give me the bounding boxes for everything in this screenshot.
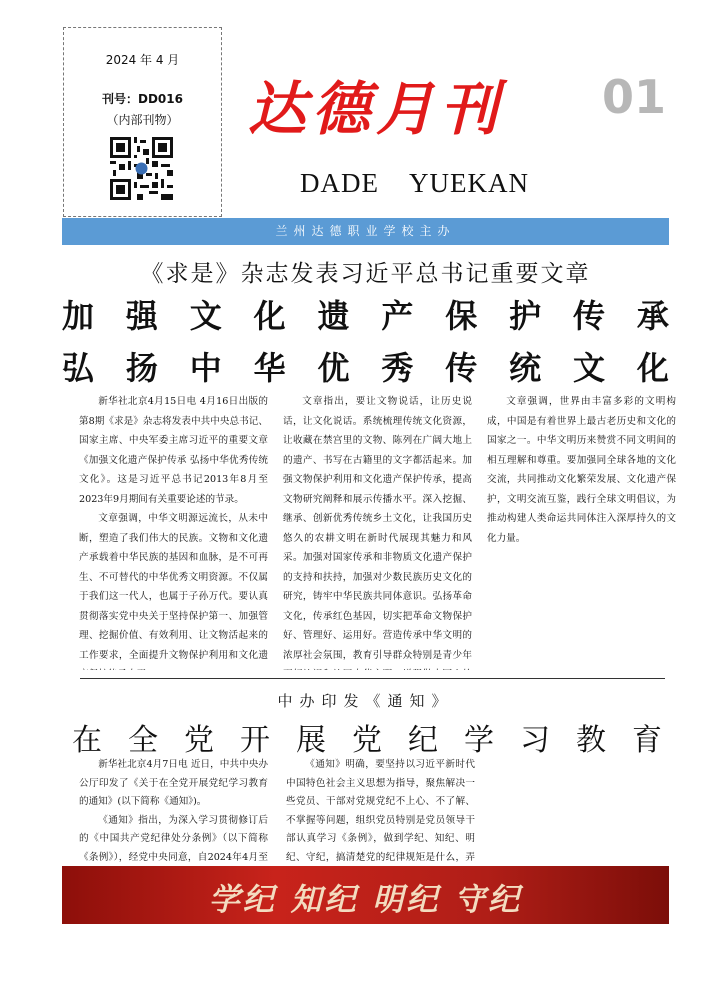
headline-char: 弘 xyxy=(62,349,95,387)
article2-column-2 xyxy=(286,756,475,864)
headline-char: 纪 xyxy=(408,723,438,758)
body-paragraph: 文章强调，世界由丰富多彩的文明构成，中国是有着世界上最古老历史和文化的国家之一。中华文明历来赞赏不同文明间的相互理解和尊重。要加强同全球各地的文化交流，共同推动文化繁荣发展、文化遗产保护，文明交流互鉴，践行全球文明倡议，为推动构建人类命运共同体注入深厚持久的文化力量。 xyxy=(487,396,676,544)
section-divider xyxy=(80,678,665,679)
headline-char: 产 xyxy=(381,297,414,335)
slogan-text: 学纪 知纪 明纪 守纪 xyxy=(208,882,523,918)
headline-char: 育 xyxy=(632,723,662,758)
slogan-banner xyxy=(62,866,669,924)
article2-column-3 xyxy=(493,756,682,864)
headline-char: 学 xyxy=(464,723,494,758)
article1-column-1 xyxy=(79,392,268,670)
article1-body xyxy=(79,392,676,670)
publication-title: 达德月刊 xyxy=(248,75,505,143)
article2-body xyxy=(79,756,682,864)
headline-char: 护 xyxy=(509,297,542,335)
internal-label: （内部刊物） xyxy=(106,113,179,127)
headline-char: 秀 xyxy=(381,349,414,387)
article2-column-1 xyxy=(79,756,268,864)
issue-number: 刊号：DD016 xyxy=(102,92,183,106)
article2-kicker: 中办印发《通知》 xyxy=(277,692,454,710)
publication-pinyin: DADE YUEKAN xyxy=(300,168,529,198)
headline-char: 党 xyxy=(184,723,214,758)
headline-char: 统 xyxy=(509,349,542,387)
headline-char: 华 xyxy=(253,349,286,387)
body-paragraph: 《通知》指出，为深入学习贯彻修订后的《中国共产党纪律处分条例》（以下简称《条例》），经党中央同意，自2024年4月至 xyxy=(79,814,268,863)
headline-char: 文 xyxy=(573,349,606,387)
headline-char: 文 xyxy=(189,297,222,335)
article1-kicker: 《求是》杂志发表习近平总书记重要文章 xyxy=(140,261,591,287)
body-paragraph: 新华社北京4月15日电 4月16日出版的第8期《求是》杂志将发表中共中央总书记、国家主席、中央军委主席习近平的重要文章《加强文化遗产保护传承 弘扬中华优秀传统文化》。这是习近平总书记2013年8月至2023年9月期间有关重要论述的节录。 xyxy=(79,396,268,505)
article1-column-3 xyxy=(487,392,676,670)
sponsor-band: 兰州达德职业学校主办 xyxy=(62,218,669,245)
issue-date: 2024 年 4 月 xyxy=(105,53,180,67)
article1-headline-line2 xyxy=(62,343,669,389)
headline-char: 遗 xyxy=(317,297,350,335)
issue-info-box xyxy=(63,27,222,217)
headline-char: 中 xyxy=(189,349,222,387)
headline-char: 优 xyxy=(317,349,350,387)
headline-char: 展 xyxy=(296,723,326,758)
qr-code-icon xyxy=(110,137,173,200)
headline-char: 化 xyxy=(253,297,286,335)
body-paragraph: 文章强调，中华文明源远流长，从未中断，塑造了我们伟大的民族。文物和文化遗产承载着中华民族的基因和血脉，是不可再生、不可替代的中华优秀文明资源。不仅属于我们这一代人，也属于子孙万代。要认真贯彻落实党中央关于坚持保护第一、加强管理、挖掘价值、有效利用、让文物活起来的工作要求，全面提升文物保护利用和文化遗 xyxy=(79,513,268,661)
headline-char: 全 xyxy=(128,723,158,758)
article1-column-2 xyxy=(283,392,472,670)
article2-headline xyxy=(72,715,662,759)
headline-char: 教 xyxy=(576,723,606,758)
headline-char: 传 xyxy=(445,349,478,387)
headline-char: 化 xyxy=(636,349,669,387)
body-paragraph: 新华社北京4月7日电 近日，中共中央办公厅印发了《关于在全党开展党纪学习教育的通知》(以下简称《通知》)。 xyxy=(79,759,268,807)
body-paragraph: 文章指出，要让文物说话，让历史说话，让文化说话。系统梳理传统文化资源，让收藏在禁宫里的文物、陈列在广阔大地上的遗产、书写在古籍里的文字都活起来。加强文物保护利用和文化遗产保护传承，提高文物研究阐释和展示传播水平。深入挖掘、继承、创新优秀传统乡土文化，让我国历史悠久的农耕文明在新时代展现其魅力和风采。加强对国家传承和非物质文化遗产保护的支持和扶持，加强对少数民族历史文化的研究，铸牢中华民族共同体意识。弘扬革命文化，传承红色基因，切实把革命文物保护好、管理好、运用好。营造传承中华文明的浓厚社会氛围，教育引导群众特别是青少年 xyxy=(283,396,472,661)
masthead xyxy=(238,20,604,160)
issue-sequence-number: 01 xyxy=(602,70,667,124)
headline-char: 习 xyxy=(520,723,550,758)
headline-char: 承 xyxy=(636,297,669,335)
headline-char: 开 xyxy=(240,723,270,758)
body-paragraph: 《通知》明确，要坚持以习近平新时代中国特色社会主义思想为指导，聚焦解决一些党员、干部对党规党纪不上心、不了解、不掌握等问题，组织党员特别是党员领导干部认真学习《条例》，做到学纪、知纪、明纪、守纪，搞清楚党的纪律规矩是什么，弄 xyxy=(286,759,475,863)
headline-char: 加 xyxy=(62,297,95,335)
headline-char: 扬 xyxy=(125,349,158,387)
headline-char: 传 xyxy=(573,297,606,335)
headline-char: 强 xyxy=(125,297,158,335)
headline-char: 保 xyxy=(445,297,478,335)
article1-headline-line1 xyxy=(62,291,669,337)
headline-char: 党 xyxy=(352,723,382,758)
headline-char: 在 xyxy=(72,723,102,758)
